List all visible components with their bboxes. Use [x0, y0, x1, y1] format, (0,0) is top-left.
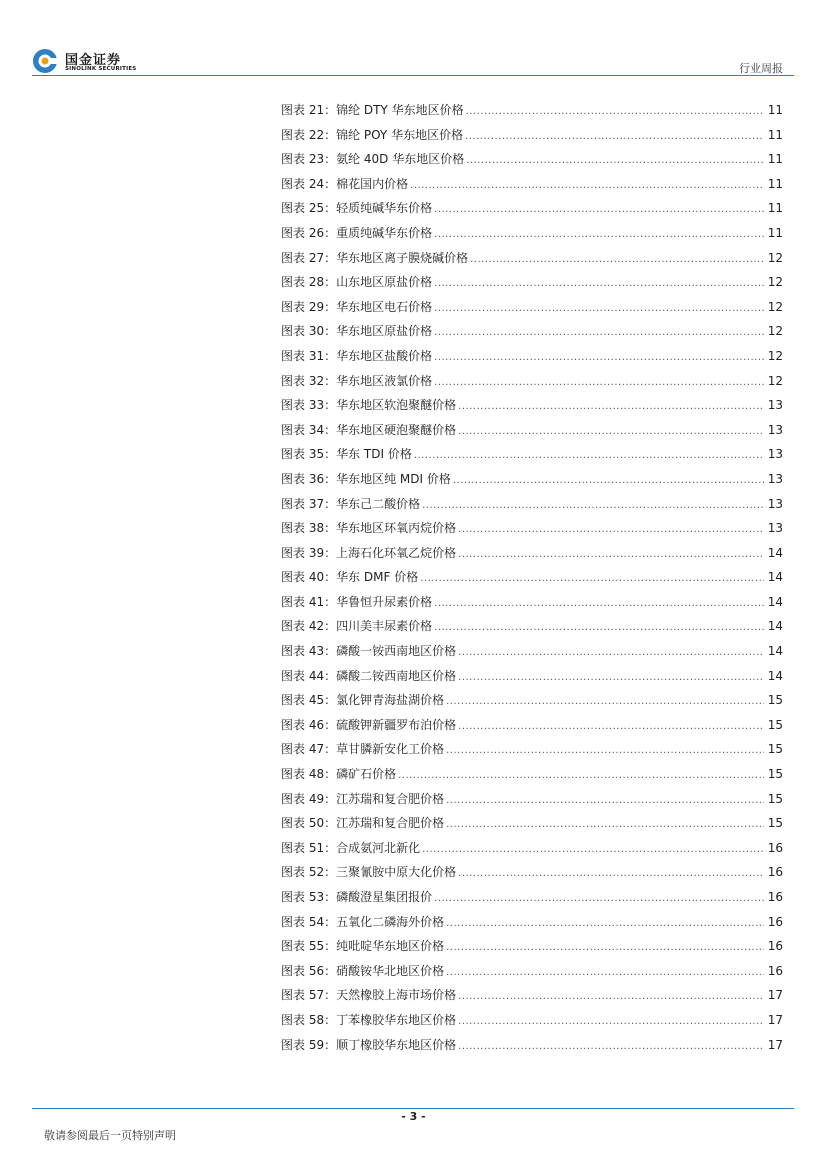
logo-english-name: SINOLINK SECURITIES	[65, 66, 137, 72]
toc-entry-label: 图表 32：华东地区液氯价格	[281, 373, 433, 388]
logo-chinese-name: 国金证券	[65, 53, 122, 68]
toc-dot-leader	[422, 838, 764, 863]
toc-row[interactable]	[281, 934, 783, 959]
toc-entry-page: 13	[767, 398, 783, 413]
toc-dot-leader	[434, 592, 764, 617]
toc-entry-page: 15	[767, 816, 783, 831]
toc-entry-page: 13	[767, 447, 783, 462]
toc-entry-label: 图表 30：华东地区原盐价格	[281, 324, 433, 339]
toc-entry-page: 13	[767, 422, 783, 437]
toc-dot-leader	[465, 125, 764, 150]
toc-row[interactable]	[281, 196, 783, 221]
toc-row[interactable]	[281, 836, 783, 861]
toc-dot-leader	[458, 1035, 764, 1060]
toc-entry-page: 12	[767, 324, 783, 339]
toc-row[interactable]	[281, 270, 783, 295]
toc-dot-leader	[458, 666, 764, 691]
toc-row[interactable]	[281, 295, 783, 320]
toc-dot-leader	[446, 789, 764, 814]
toc-row[interactable]	[281, 467, 783, 492]
table-of-figures	[281, 98, 783, 1057]
toc-row[interactable]	[281, 959, 783, 984]
toc-entry-label: 图表 24：棉花国内价格	[281, 176, 409, 191]
toc-entry-label: 图表 36：华东地区纯 MDI 价格	[281, 471, 451, 486]
toc-row[interactable]	[281, 393, 783, 418]
toc-entry-label: 图表 25：轻质纯碱华东价格	[281, 201, 433, 216]
toc-dot-leader	[458, 985, 764, 1010]
toc-dot-leader	[458, 420, 764, 445]
toc-entry-label: 图表 40：华东 DMF 价格	[281, 570, 419, 585]
toc-entry-label: 图表 34：华东地区硬泡聚醚价格	[281, 422, 457, 437]
toc-entry-label: 图表 52：三聚氰胺中原大化价格	[281, 865, 457, 880]
toc-entry-page: 16	[767, 865, 783, 880]
toc-entry-label: 图表 41：华鲁恒升尿素价格	[281, 594, 433, 609]
toc-entry-page: 12	[767, 348, 783, 363]
toc-entry-page: 17	[767, 1012, 783, 1027]
toc-dot-leader	[422, 494, 764, 519]
toc-row[interactable]	[281, 565, 783, 590]
toc-row[interactable]	[281, 541, 783, 566]
toc-dot-leader	[458, 518, 764, 543]
toc-row[interactable]	[281, 811, 783, 836]
toc-entry-page: 16	[767, 840, 783, 855]
toc-entry-label: 图表 37：华东己二酸价格	[281, 496, 421, 511]
toc-row[interactable]	[281, 418, 783, 443]
toc-dot-leader	[458, 543, 764, 568]
toc-entry-label: 图表 50：江苏瑞和复合肥价格	[281, 816, 445, 831]
toc-entry-page: 12	[767, 250, 783, 265]
footer-divider	[32, 1108, 794, 1109]
toc-dot-leader	[434, 321, 764, 346]
toc-dot-leader	[434, 198, 764, 223]
toc-entry-label: 图表 26：重质纯碱华东价格	[281, 225, 433, 240]
sinolink-logo-icon	[32, 48, 58, 74]
toc-row[interactable]	[281, 344, 783, 369]
toc-row[interactable]	[281, 688, 783, 713]
toc-entry-page: 14	[767, 594, 783, 609]
toc-entry-page: 16	[767, 914, 783, 929]
toc-row[interactable]	[281, 1008, 783, 1033]
toc-dot-leader	[466, 100, 764, 125]
toc-dot-leader	[446, 961, 764, 986]
toc-dot-leader	[458, 395, 764, 420]
toc-dot-leader	[458, 641, 764, 666]
toc-entry-label: 图表 28：山东地区原盐价格	[281, 275, 433, 290]
toc-entry-page: 11	[767, 176, 783, 191]
toc-entry-page: 11	[767, 127, 783, 142]
toc-row[interactable]	[281, 246, 783, 271]
toc-row[interactable]	[281, 492, 783, 517]
toc-row[interactable]	[281, 221, 783, 246]
toc-row[interactable]	[281, 147, 783, 172]
toc-row[interactable]	[281, 516, 783, 541]
toc-entry-page: 15	[767, 693, 783, 708]
toc-entry-label: 图表 49：江苏瑞和复合肥价格	[281, 791, 445, 806]
toc-dot-leader	[446, 739, 764, 764]
toc-row[interactable]	[281, 98, 783, 123]
toc-entry-page: 16	[767, 939, 783, 954]
toc-dot-leader	[434, 223, 764, 248]
toc-entry-label: 图表 54：五氧化二磷海外价格	[281, 914, 445, 929]
toc-row[interactable]	[281, 172, 783, 197]
toc-entry-label: 图表 38：华东地区环氧丙烷价格	[281, 521, 457, 536]
toc-entry-label: 图表 44：磷酸二铵西南地区价格	[281, 668, 457, 683]
toc-row[interactable]	[281, 639, 783, 664]
toc-dot-leader	[434, 616, 764, 641]
sinolink-logo	[32, 46, 162, 76]
toc-entry-page: 15	[767, 767, 783, 782]
toc-entry-page: 12	[767, 373, 783, 388]
toc-row[interactable]	[281, 713, 783, 738]
toc-entry-page: 14	[767, 619, 783, 634]
toc-dot-leader	[414, 444, 764, 469]
toc-entry-page: 17	[767, 988, 783, 1003]
toc-entry-label: 图表 43：磷酸一铵西南地区价格	[281, 644, 457, 659]
header-divider	[32, 75, 794, 76]
toc-entry-label: 图表 39：上海石化环氧乙烷价格	[281, 545, 457, 560]
toc-entry-page: 16	[767, 963, 783, 978]
toc-entry-page: 12	[767, 275, 783, 290]
toc-dot-leader	[458, 1010, 764, 1035]
toc-entry-page: 15	[767, 791, 783, 806]
toc-entry-label: 图表 21：锦纶 DTY 华东地区价格	[281, 103, 464, 117]
toc-entry-label: 图表 22：锦纶 POY 华东地区价格	[281, 127, 464, 142]
toc-entry-label: 图表 27：华东地区离子膜烧碱价格	[281, 250, 469, 265]
toc-entry-label: 图表 29：华东地区电石价格	[281, 299, 433, 314]
toc-entry-label: 图表 35：华东 TDI 价格	[281, 447, 412, 462]
toc-entry-label: 图表 45：氯化钾青海盐湖价格	[281, 693, 445, 708]
page-header	[0, 0, 827, 80]
toc-entry-label: 图表 46：硫酸钾新疆罗布泊价格	[281, 717, 457, 732]
toc-dot-leader	[446, 912, 764, 937]
toc-entry-page: 13	[767, 471, 783, 486]
toc-dot-leader	[470, 248, 764, 273]
toc-row[interactable]	[281, 860, 783, 885]
toc-row[interactable]	[281, 614, 783, 639]
toc-dot-leader	[458, 715, 764, 740]
toc-entry-page: 15	[767, 742, 783, 757]
toc-entry-label: 图表 57：天然橡胶上海市场价格	[281, 988, 457, 1003]
toc-entry-page: 14	[767, 570, 783, 585]
toc-dot-leader	[420, 567, 764, 592]
toc-entry-label: 图表 53：磷酸澄星集团报价	[281, 890, 433, 904]
toc-entry-label: 图表 47：草甘膦新安化工价格	[281, 742, 445, 757]
toc-row[interactable]	[281, 664, 783, 689]
toc-entry-label: 图表 59：顺丁橡胶华东地区价格	[281, 1037, 457, 1052]
toc-row[interactable]	[281, 442, 783, 467]
toc-row[interactable]	[281, 369, 783, 394]
toc-entry-label: 图表 23：氨纶 40D 华东地区价格	[281, 152, 465, 167]
toc-entry-page: 16	[767, 890, 783, 904]
toc-entry-label: 图表 48：磷矿石价格	[281, 767, 397, 782]
toc-dot-leader	[398, 764, 764, 789]
toc-entry-label: 图表 56：硝酸铵华北地区价格	[281, 963, 445, 978]
toc-dot-leader	[446, 936, 764, 961]
page-number: - 3 -	[401, 1110, 426, 1123]
toc-row[interactable]	[281, 983, 783, 1008]
toc-dot-leader	[434, 297, 764, 322]
toc-row[interactable]	[281, 123, 783, 148]
toc-entry-page: 14	[767, 644, 783, 659]
toc-entry-page: 12	[767, 299, 783, 314]
toc-entry-page: 11	[767, 152, 783, 167]
footer-disclaimer: 敬请参阅最后一页特别声明	[44, 1129, 176, 1142]
toc-row[interactable]	[281, 1033, 783, 1058]
toc-entry-page: 13	[767, 521, 783, 536]
toc-row[interactable]	[281, 319, 783, 344]
toc-entry-label: 图表 31：华东地区盐酸价格	[281, 348, 433, 363]
toc-entry-page: 11	[767, 225, 783, 240]
toc-entry-label: 图表 42：四川美丰尿素价格	[281, 619, 433, 634]
report-type: 行业周报	[739, 62, 783, 75]
toc-row[interactable]	[281, 737, 783, 762]
toc-row[interactable]	[281, 910, 783, 935]
toc-entry-page: 13	[767, 496, 783, 511]
toc-dot-leader	[434, 371, 764, 396]
toc-entry-page: 11	[767, 103, 783, 117]
toc-entry-page: 14	[767, 668, 783, 683]
toc-dot-leader	[410, 174, 764, 199]
toc-dot-leader	[434, 887, 764, 912]
toc-dot-leader	[434, 346, 764, 371]
toc-dot-leader	[453, 469, 764, 494]
toc-row[interactable]	[281, 787, 783, 812]
toc-row[interactable]	[281, 885, 783, 910]
toc-dot-leader	[466, 149, 763, 174]
toc-entry-label: 图表 51：合成氨河北新化	[281, 840, 421, 855]
toc-dot-leader	[458, 862, 764, 887]
toc-entry-label: 图表 55：纯吡啶华东地区价格	[281, 939, 445, 954]
toc-dot-leader	[434, 272, 764, 297]
toc-entry-page: 15	[767, 717, 783, 732]
toc-dot-leader	[446, 813, 764, 838]
toc-entry-page: 14	[767, 545, 783, 560]
toc-entry-page: 17	[767, 1037, 783, 1052]
toc-row[interactable]	[281, 762, 783, 787]
toc-entry-label: 图表 33：华东地区软泡聚醚价格	[281, 398, 457, 413]
toc-row[interactable]	[281, 590, 783, 615]
toc-entry-page: 11	[767, 201, 783, 216]
toc-dot-leader	[446, 690, 764, 715]
toc-entry-label: 图表 58：丁苯橡胶华东地区价格	[281, 1012, 457, 1027]
